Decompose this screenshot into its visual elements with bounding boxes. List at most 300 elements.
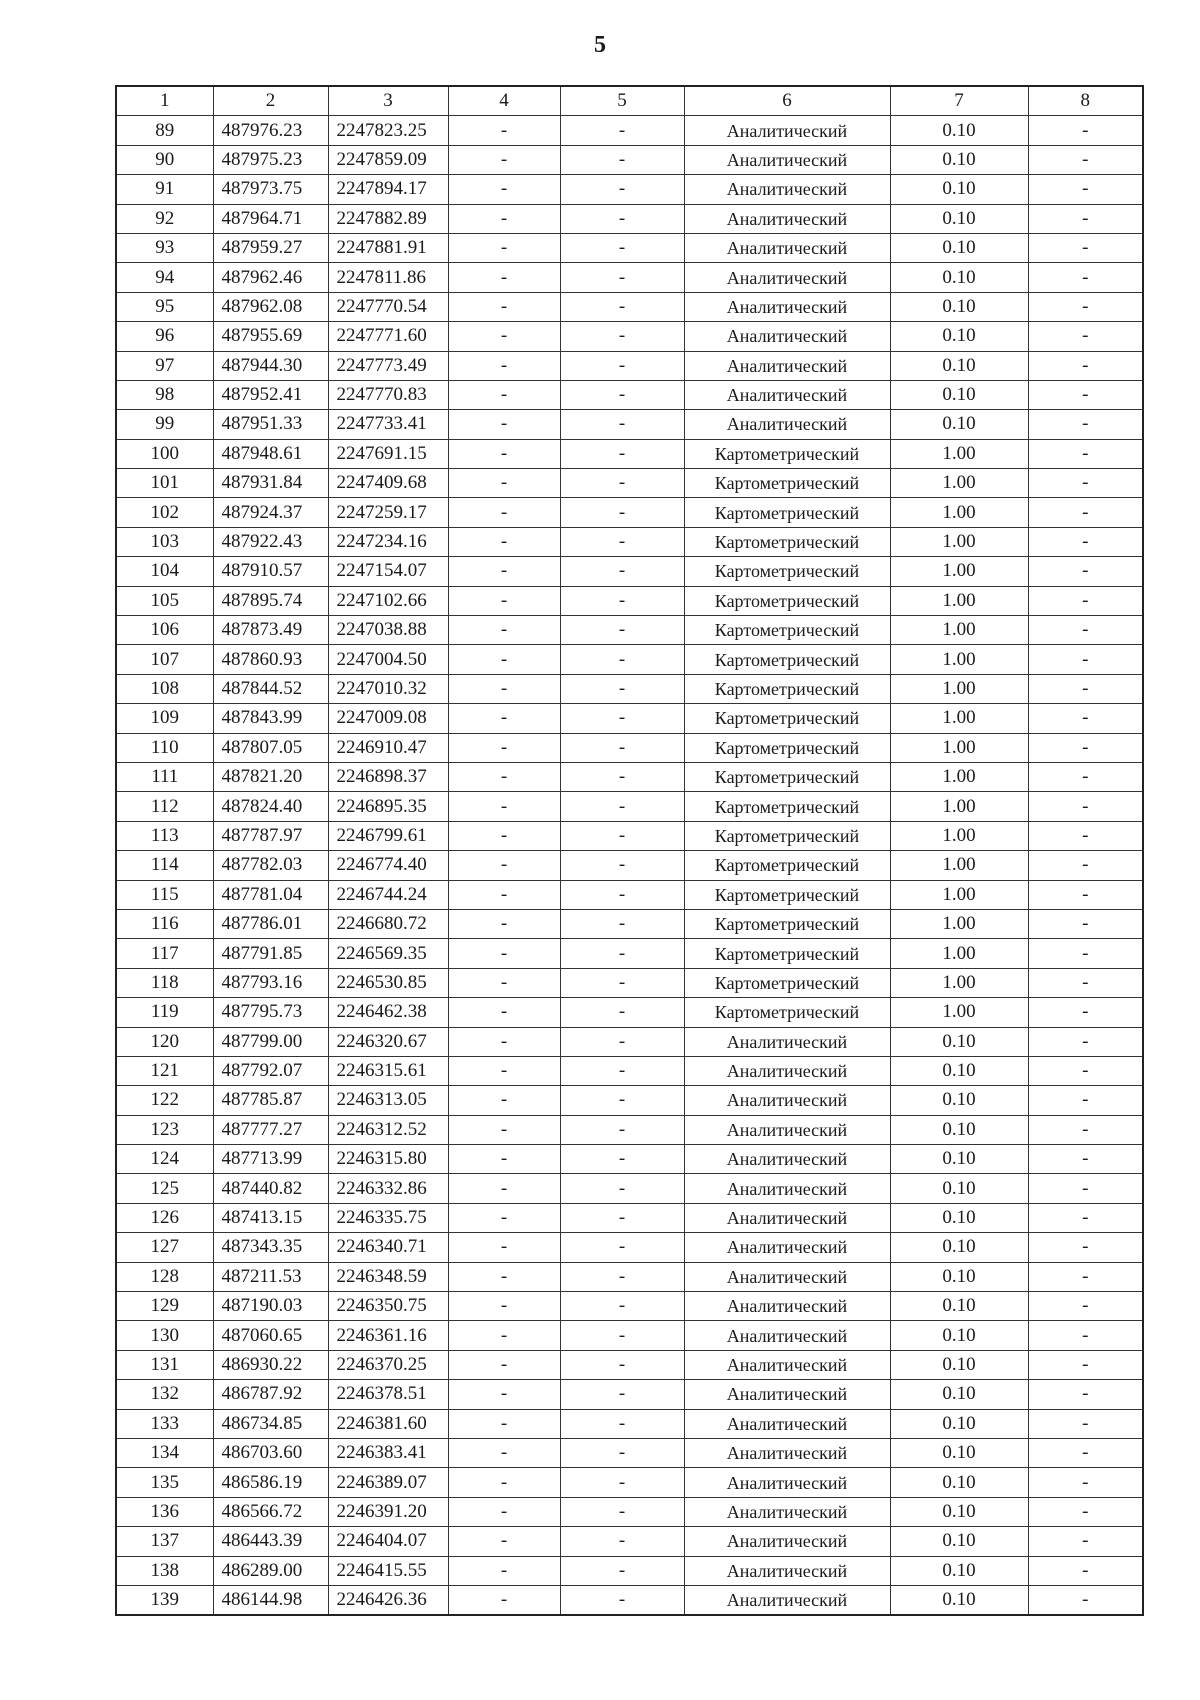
table-row — [116, 1203, 1143, 1232]
point-number-cell: 96 — [116, 322, 213, 351]
column-4-value-cell: - — [448, 292, 560, 321]
column-5-value-cell: - — [560, 439, 684, 468]
column-4-value-cell: - — [448, 674, 560, 703]
column-5-value-cell: - — [560, 351, 684, 380]
column-5-value-cell: - — [560, 145, 684, 174]
column-5-value-cell: - — [560, 674, 684, 703]
x-coordinate-cell: 487824.40 — [213, 792, 328, 821]
coordinates-table — [115, 85, 1144, 1616]
point-number-cell: 97 — [116, 351, 213, 380]
y-coordinate-cell: 2247773.49 — [328, 351, 448, 380]
point-number-cell: 93 — [116, 233, 213, 262]
point-number-cell: 92 — [116, 204, 213, 233]
y-coordinate-cell: 2246415.55 — [328, 1556, 448, 1585]
method-cell: Аналитический — [684, 1262, 890, 1291]
point-number-cell: 137 — [116, 1527, 213, 1556]
x-coordinate-cell: 487860.93 — [213, 645, 328, 674]
table-row — [116, 557, 1143, 586]
table-row — [116, 704, 1143, 733]
column-4-value-cell: - — [448, 116, 560, 145]
point-number-cell: 98 — [116, 380, 213, 409]
x-coordinate-cell: 487782.03 — [213, 851, 328, 880]
column-4-value-cell: - — [448, 880, 560, 909]
y-coordinate-cell: 2247691.15 — [328, 439, 448, 468]
y-coordinate-cell: 2246426.36 — [328, 1585, 448, 1615]
column-5-value-cell: - — [560, 1203, 684, 1232]
y-coordinate-cell: 2246404.07 — [328, 1527, 448, 1556]
point-number-cell: 120 — [116, 1027, 213, 1056]
y-coordinate-cell: 2246391.20 — [328, 1497, 448, 1526]
column-8-value-cell: - — [1028, 939, 1143, 968]
column-header-8: 8 — [1028, 86, 1143, 116]
table-row — [116, 821, 1143, 850]
method-cell: Аналитический — [684, 1380, 890, 1409]
column-4-value-cell: - — [448, 616, 560, 645]
column-8-value-cell: - — [1028, 1438, 1143, 1467]
column-header-1: 1 — [116, 86, 213, 116]
x-coordinate-cell: 486566.72 — [213, 1497, 328, 1526]
y-coordinate-cell: 2246744.24 — [328, 880, 448, 909]
x-coordinate-cell: 487959.27 — [213, 233, 328, 262]
column-4-value-cell: - — [448, 1086, 560, 1115]
column-4-value-cell: - — [448, 1321, 560, 1350]
table-row — [116, 1027, 1143, 1056]
table-row — [116, 1556, 1143, 1585]
table-row — [116, 233, 1143, 262]
y-coordinate-cell: 2246361.16 — [328, 1321, 448, 1350]
method-cell: Аналитический — [684, 1556, 890, 1585]
accuracy-cell: 0.10 — [890, 322, 1028, 351]
point-number-cell: 123 — [116, 1115, 213, 1144]
column-5-value-cell: - — [560, 1350, 684, 1379]
y-coordinate-cell: 2247010.32 — [328, 674, 448, 703]
x-coordinate-cell: 487962.46 — [213, 263, 328, 292]
y-coordinate-cell: 2246799.61 — [328, 821, 448, 850]
column-5-value-cell: - — [560, 1174, 684, 1203]
column-header-5: 5 — [560, 86, 684, 116]
y-coordinate-cell: 2246680.72 — [328, 909, 448, 938]
column-4-value-cell: - — [448, 1527, 560, 1556]
column-5-value-cell: - — [560, 909, 684, 938]
point-number-cell: 127 — [116, 1233, 213, 1262]
method-cell: Аналитический — [684, 233, 890, 262]
column-4-value-cell: - — [448, 557, 560, 586]
column-5-value-cell: - — [560, 380, 684, 409]
x-coordinate-cell: 487952.41 — [213, 380, 328, 409]
column-4-value-cell: - — [448, 998, 560, 1027]
x-coordinate-cell: 486703.60 — [213, 1438, 328, 1467]
accuracy-cell: 1.00 — [890, 616, 1028, 645]
x-coordinate-cell: 487964.71 — [213, 204, 328, 233]
x-coordinate-cell: 486586.19 — [213, 1468, 328, 1497]
point-number-cell: 105 — [116, 586, 213, 615]
column-8-value-cell: - — [1028, 733, 1143, 762]
y-coordinate-cell: 2246381.60 — [328, 1409, 448, 1438]
column-4-value-cell: - — [448, 1262, 560, 1291]
method-cell: Аналитический — [684, 1203, 890, 1232]
column-5-value-cell: - — [560, 968, 684, 997]
table-row — [116, 1321, 1143, 1350]
table-row — [116, 880, 1143, 909]
point-number-cell: 111 — [116, 762, 213, 791]
column-4-value-cell: - — [448, 645, 560, 674]
point-number-cell: 109 — [116, 704, 213, 733]
column-8-value-cell: - — [1028, 1115, 1143, 1144]
method-cell: Картометрический — [684, 645, 890, 674]
column-8-value-cell: - — [1028, 674, 1143, 703]
table-row — [116, 175, 1143, 204]
table-row — [116, 439, 1143, 468]
table-row — [116, 1497, 1143, 1526]
column-8-value-cell: - — [1028, 762, 1143, 791]
column-4-value-cell: - — [448, 1115, 560, 1144]
point-number-cell: 131 — [116, 1350, 213, 1379]
method-cell: Аналитический — [684, 410, 890, 439]
column-5-value-cell: - — [560, 1321, 684, 1350]
point-number-cell: 116 — [116, 909, 213, 938]
column-5-value-cell: - — [560, 1585, 684, 1615]
table-row — [116, 1350, 1143, 1379]
x-coordinate-cell: 487843.99 — [213, 704, 328, 733]
point-number-cell: 108 — [116, 674, 213, 703]
column-4-value-cell: - — [448, 792, 560, 821]
column-5-value-cell: - — [560, 175, 684, 204]
x-coordinate-cell: 487799.00 — [213, 1027, 328, 1056]
x-coordinate-cell: 487190.03 — [213, 1292, 328, 1321]
point-number-cell: 119 — [116, 998, 213, 1027]
point-number-cell: 135 — [116, 1468, 213, 1497]
x-coordinate-cell: 487785.87 — [213, 1086, 328, 1115]
method-cell: Аналитический — [684, 1086, 890, 1115]
table-row — [116, 1233, 1143, 1262]
accuracy-cell: 1.00 — [890, 880, 1028, 909]
method-cell: Аналитический — [684, 175, 890, 204]
accuracy-cell: 1.00 — [890, 557, 1028, 586]
accuracy-cell: 0.10 — [890, 175, 1028, 204]
y-coordinate-cell: 2246335.75 — [328, 1203, 448, 1232]
column-8-value-cell: - — [1028, 1380, 1143, 1409]
method-cell: Картометрический — [684, 939, 890, 968]
column-header-7: 7 — [890, 86, 1028, 116]
point-number-cell: 99 — [116, 410, 213, 439]
table-row — [116, 733, 1143, 762]
column-8-value-cell: - — [1028, 1556, 1143, 1585]
point-number-cell: 94 — [116, 263, 213, 292]
x-coordinate-cell: 487440.82 — [213, 1174, 328, 1203]
method-cell: Картометрический — [684, 498, 890, 527]
column-4-value-cell: - — [448, 263, 560, 292]
method-cell: Аналитический — [684, 1292, 890, 1321]
y-coordinate-cell: 2246910.47 — [328, 733, 448, 762]
header-row — [116, 86, 1143, 116]
y-coordinate-cell: 2246898.37 — [328, 762, 448, 791]
column-5-value-cell: - — [560, 1527, 684, 1556]
table-row — [116, 909, 1143, 938]
table-row — [116, 1086, 1143, 1115]
table-row — [116, 792, 1143, 821]
table-row — [116, 1292, 1143, 1321]
y-coordinate-cell: 2246340.71 — [328, 1233, 448, 1262]
column-8-value-cell: - — [1028, 1468, 1143, 1497]
accuracy-cell: 1.00 — [890, 498, 1028, 527]
column-5-value-cell: - — [560, 263, 684, 292]
column-8-value-cell: - — [1028, 557, 1143, 586]
y-coordinate-cell: 2246315.80 — [328, 1145, 448, 1174]
y-coordinate-cell: 2247259.17 — [328, 498, 448, 527]
method-cell: Картометрический — [684, 762, 890, 791]
accuracy-cell: 0.10 — [890, 1292, 1028, 1321]
accuracy-cell: 0.10 — [890, 1115, 1028, 1144]
x-coordinate-cell: 487951.33 — [213, 410, 328, 439]
y-coordinate-cell: 2246315.61 — [328, 1056, 448, 1085]
x-coordinate-cell: 487792.07 — [213, 1056, 328, 1085]
accuracy-cell: 1.00 — [890, 939, 1028, 968]
accuracy-cell: 0.10 — [890, 1321, 1028, 1350]
y-coordinate-cell: 2246378.51 — [328, 1380, 448, 1409]
point-number-cell: 138 — [116, 1556, 213, 1585]
column-8-value-cell: - — [1028, 616, 1143, 645]
point-number-cell: 129 — [116, 1292, 213, 1321]
y-coordinate-cell: 2247038.88 — [328, 616, 448, 645]
column-8-value-cell: - — [1028, 1262, 1143, 1291]
accuracy-cell: 1.00 — [890, 762, 1028, 791]
column-4-value-cell: - — [448, 322, 560, 351]
table-row — [116, 322, 1143, 351]
y-coordinate-cell: 2246370.25 — [328, 1350, 448, 1379]
point-number-cell: 90 — [116, 145, 213, 174]
method-cell: Аналитический — [684, 1233, 890, 1262]
table-row — [116, 145, 1143, 174]
y-coordinate-cell: 2247154.07 — [328, 557, 448, 586]
point-number-cell: 112 — [116, 792, 213, 821]
column-4-value-cell: - — [448, 1468, 560, 1497]
y-coordinate-cell: 2246569.35 — [328, 939, 448, 968]
x-coordinate-cell: 487795.73 — [213, 998, 328, 1027]
column-4-value-cell: - — [448, 1174, 560, 1203]
y-coordinate-cell: 2246312.52 — [328, 1115, 448, 1144]
y-coordinate-cell: 2247733.41 — [328, 410, 448, 439]
table-row — [116, 1145, 1143, 1174]
column-8-value-cell: - — [1028, 998, 1143, 1027]
column-4-value-cell: - — [448, 498, 560, 527]
table-row — [116, 527, 1143, 556]
x-coordinate-cell: 487787.97 — [213, 821, 328, 850]
point-number-cell: 128 — [116, 1262, 213, 1291]
point-number-cell: 130 — [116, 1321, 213, 1350]
column-5-value-cell: - — [560, 1145, 684, 1174]
column-8-value-cell: - — [1028, 439, 1143, 468]
column-8-value-cell: - — [1028, 1321, 1143, 1350]
column-4-value-cell: - — [448, 1056, 560, 1085]
column-5-value-cell: - — [560, 1056, 684, 1085]
column-5-value-cell: - — [560, 998, 684, 1027]
column-5-value-cell: - — [560, 762, 684, 791]
column-8-value-cell: - — [1028, 1174, 1143, 1203]
table-row — [116, 410, 1143, 439]
x-coordinate-cell: 487895.74 — [213, 586, 328, 615]
column-8-value-cell: - — [1028, 1497, 1143, 1526]
column-5-value-cell: - — [560, 821, 684, 850]
accuracy-cell: 0.10 — [890, 1380, 1028, 1409]
accuracy-cell: 0.10 — [890, 1497, 1028, 1526]
column-5-value-cell: - — [560, 1556, 684, 1585]
method-cell: Аналитический — [684, 1527, 890, 1556]
point-number-cell: 102 — [116, 498, 213, 527]
y-coordinate-cell: 2247894.17 — [328, 175, 448, 204]
column-4-value-cell: - — [448, 1497, 560, 1526]
method-cell: Картометрический — [684, 469, 890, 498]
column-5-value-cell: - — [560, 322, 684, 351]
table-row — [116, 1438, 1143, 1467]
y-coordinate-cell: 2246348.59 — [328, 1262, 448, 1291]
column-4-value-cell: - — [448, 1438, 560, 1467]
point-number-cell: 126 — [116, 1203, 213, 1232]
x-coordinate-cell: 486930.22 — [213, 1350, 328, 1379]
x-coordinate-cell: 487807.05 — [213, 733, 328, 762]
column-5-value-cell: - — [560, 939, 684, 968]
x-coordinate-cell: 487713.99 — [213, 1145, 328, 1174]
x-coordinate-cell: 487944.30 — [213, 351, 328, 380]
x-coordinate-cell: 487786.01 — [213, 909, 328, 938]
accuracy-cell: 1.00 — [890, 792, 1028, 821]
column-4-value-cell: - — [448, 380, 560, 409]
method-cell: Картометрический — [684, 674, 890, 703]
accuracy-cell: 0.10 — [890, 1145, 1028, 1174]
point-number-cell: 114 — [116, 851, 213, 880]
x-coordinate-cell: 486443.39 — [213, 1527, 328, 1556]
column-8-value-cell: - — [1028, 204, 1143, 233]
y-coordinate-cell: 2247234.16 — [328, 527, 448, 556]
y-coordinate-cell: 2247770.54 — [328, 292, 448, 321]
point-number-cell: 117 — [116, 939, 213, 968]
y-coordinate-cell: 2247004.50 — [328, 645, 448, 674]
point-number-cell: 106 — [116, 616, 213, 645]
table-row — [116, 645, 1143, 674]
column-header-3: 3 — [328, 86, 448, 116]
column-4-value-cell: - — [448, 1409, 560, 1438]
x-coordinate-cell: 487973.75 — [213, 175, 328, 204]
column-8-value-cell: - — [1028, 1233, 1143, 1262]
column-5-value-cell: - — [560, 410, 684, 439]
method-cell: Аналитический — [684, 1056, 890, 1085]
table-row — [116, 351, 1143, 380]
y-coordinate-cell: 2247823.25 — [328, 116, 448, 145]
column-5-value-cell: - — [560, 586, 684, 615]
table-row — [116, 1115, 1143, 1144]
column-4-value-cell: - — [448, 410, 560, 439]
accuracy-cell: 0.10 — [890, 1468, 1028, 1497]
column-5-value-cell: - — [560, 1438, 684, 1467]
accuracy-cell: 1.00 — [890, 674, 1028, 703]
accuracy-cell: 0.10 — [890, 1027, 1028, 1056]
column-5-value-cell: - — [560, 1115, 684, 1144]
column-5-value-cell: - — [560, 1497, 684, 1526]
y-coordinate-cell: 2247102.66 — [328, 586, 448, 615]
column-4-value-cell: - — [448, 351, 560, 380]
y-coordinate-cell: 2246774.40 — [328, 851, 448, 880]
accuracy-cell: 1.00 — [890, 821, 1028, 850]
point-number-cell: 118 — [116, 968, 213, 997]
accuracy-cell: 0.10 — [890, 292, 1028, 321]
accuracy-cell: 0.10 — [890, 1262, 1028, 1291]
point-number-cell: 104 — [116, 557, 213, 586]
method-cell: Картометрический — [684, 909, 890, 938]
point-number-cell: 107 — [116, 645, 213, 674]
table-row — [116, 1585, 1143, 1615]
accuracy-cell: 1.00 — [890, 851, 1028, 880]
accuracy-cell: 1.00 — [890, 527, 1028, 556]
column-4-value-cell: - — [448, 1145, 560, 1174]
column-8-value-cell: - — [1028, 145, 1143, 174]
column-5-value-cell: - — [560, 616, 684, 645]
accuracy-cell: 0.10 — [890, 1409, 1028, 1438]
column-5-value-cell: - — [560, 527, 684, 556]
method-cell: Аналитический — [684, 1585, 890, 1615]
column-5-value-cell: - — [560, 1468, 684, 1497]
column-8-value-cell: - — [1028, 1203, 1143, 1232]
table-row — [116, 204, 1143, 233]
method-cell: Картометрический — [684, 586, 890, 615]
column-5-value-cell: - — [560, 645, 684, 674]
accuracy-cell: 0.10 — [890, 1086, 1028, 1115]
column-8-value-cell: - — [1028, 704, 1143, 733]
column-4-value-cell: - — [448, 145, 560, 174]
column-5-value-cell: - — [560, 1292, 684, 1321]
table-row — [116, 1527, 1143, 1556]
point-number-cell: 139 — [116, 1585, 213, 1615]
column-8-value-cell: - — [1028, 1292, 1143, 1321]
column-5-value-cell: - — [560, 204, 684, 233]
y-coordinate-cell: 2247771.60 — [328, 322, 448, 351]
column-8-value-cell: - — [1028, 1086, 1143, 1115]
accuracy-cell: 0.10 — [890, 233, 1028, 262]
y-coordinate-cell: 2247882.89 — [328, 204, 448, 233]
x-coordinate-cell: 487948.61 — [213, 439, 328, 468]
method-cell: Картометрический — [684, 616, 890, 645]
column-5-value-cell: - — [560, 1409, 684, 1438]
column-4-value-cell: - — [448, 733, 560, 762]
table-row — [116, 616, 1143, 645]
accuracy-cell: 0.10 — [890, 1203, 1028, 1232]
point-number-cell: 89 — [116, 116, 213, 145]
table-row — [116, 586, 1143, 615]
method-cell: Картометрический — [684, 557, 890, 586]
table-header — [116, 86, 1143, 116]
method-cell: Картометрический — [684, 880, 890, 909]
x-coordinate-cell: 487413.15 — [213, 1203, 328, 1232]
x-coordinate-cell: 487931.84 — [213, 469, 328, 498]
column-5-value-cell: - — [560, 292, 684, 321]
point-number-cell: 122 — [116, 1086, 213, 1115]
point-number-cell: 91 — [116, 175, 213, 204]
y-coordinate-cell: 2246383.41 — [328, 1438, 448, 1467]
accuracy-cell: 1.00 — [890, 968, 1028, 997]
point-number-cell: 133 — [116, 1409, 213, 1438]
column-5-value-cell: - — [560, 792, 684, 821]
accuracy-cell: 0.10 — [890, 1556, 1028, 1585]
accuracy-cell: 0.10 — [890, 1174, 1028, 1203]
column-header-4: 4 — [448, 86, 560, 116]
y-coordinate-cell: 2247881.91 — [328, 233, 448, 262]
column-8-value-cell: - — [1028, 821, 1143, 850]
y-coordinate-cell: 2246320.67 — [328, 1027, 448, 1056]
column-8-value-cell: - — [1028, 645, 1143, 674]
column-4-value-cell: - — [448, 968, 560, 997]
method-cell: Аналитический — [684, 145, 890, 174]
point-number-cell: 134 — [116, 1438, 213, 1467]
x-coordinate-cell: 487781.04 — [213, 880, 328, 909]
column-4-value-cell: - — [448, 762, 560, 791]
